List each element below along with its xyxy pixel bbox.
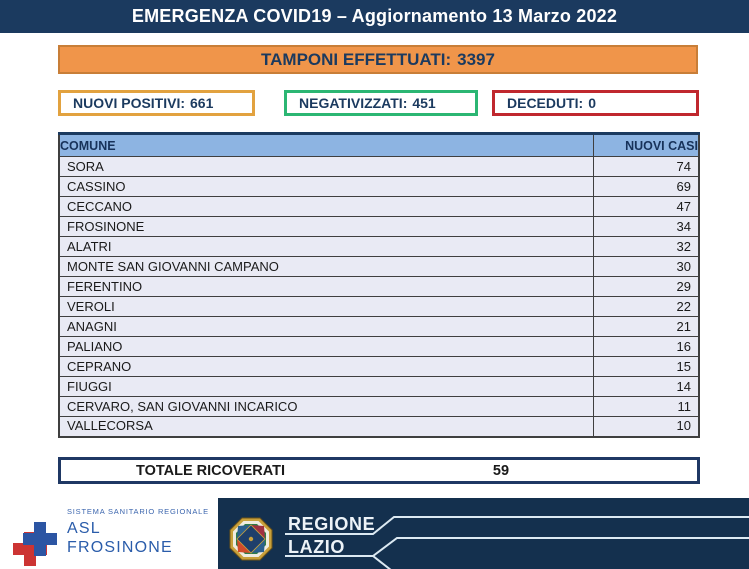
sistema-sanitario-label: SISTEMA SANITARIO REGIONALE	[67, 507, 209, 516]
nuovi-casi-cell: 69	[593, 177, 699, 197]
comune-cell: VALLECORSA	[59, 417, 593, 437]
page-title: EMERGENZA COVID19 – Aggiornamento 13 Marzo 2022	[131, 6, 618, 26]
nuovi-casi-cell: 10	[593, 417, 699, 437]
asl-line2: FROSINONE	[67, 538, 173, 556]
nuovi-casi-cell: 11	[593, 397, 699, 417]
comune-cell: PALIANO	[59, 337, 593, 357]
deceduti-label: DECEDUTI:	[507, 95, 584, 111]
totale-ricoverati-value: 59	[492, 462, 510, 479]
nuovi-casi-cell: 16	[593, 337, 699, 357]
deceduti-value: 0	[588, 95, 597, 111]
table-row	[59, 417, 699, 437]
table-row	[59, 297, 699, 317]
comune-cell: FROSINONE	[59, 217, 593, 237]
table-row	[59, 317, 699, 337]
table-row	[59, 357, 699, 377]
header-comune: COMUNE	[59, 134, 593, 157]
nuovi-casi-cell: 32	[593, 237, 699, 257]
table-row	[59, 277, 699, 297]
comune-cell: MONTE SAN GIOVANNI CAMPANO	[59, 257, 593, 277]
table-row	[59, 237, 699, 257]
nuovi-casi-cell: 34	[593, 217, 699, 237]
table-row	[59, 397, 699, 417]
regione-wordmark-line2: LAZIO	[288, 537, 345, 557]
table-row	[59, 197, 699, 217]
nuovi-casi-cell: 15	[593, 357, 699, 377]
nuovi-positivi-label: NUOVI POSITIVI:	[73, 95, 186, 111]
regione-lazio-bar	[218, 498, 749, 569]
header-nuovi-casi: NUOVI CASI	[593, 134, 699, 157]
negativizzati-value: 451	[412, 95, 436, 111]
comune-cell: ANAGNI	[59, 317, 593, 337]
table-row	[59, 217, 699, 237]
title-banner	[0, 0, 749, 33]
tamponi-value: 3397	[457, 49, 495, 69]
negativizzati-label: NEGATIVIZZATI:	[299, 95, 408, 111]
table-row	[59, 337, 699, 357]
asl-cross-icon	[13, 522, 57, 566]
nuovi-casi-cell: 29	[593, 277, 699, 297]
nuovi-casi-cell: 47	[593, 197, 699, 217]
nuovi-positivi-value: 661	[190, 95, 214, 111]
nuovi-casi-cell: 74	[593, 157, 699, 177]
comune-cell: CASSINO	[59, 177, 593, 197]
comune-cell: CECCANO	[59, 197, 593, 217]
comune-table	[58, 132, 700, 438]
nuovi-casi-cell: 22	[593, 297, 699, 317]
comune-cell: VEROLI	[59, 297, 593, 317]
regione-lazio-emblem-icon	[229, 517, 273, 561]
totale-ricoverati-box	[58, 457, 700, 484]
table-row	[59, 157, 699, 177]
comune-cell: FERENTINO	[59, 277, 593, 297]
nuovi-positivi-box	[58, 90, 255, 116]
comune-cell: CEPRANO	[59, 357, 593, 377]
comune-cell: SORA	[59, 157, 593, 177]
comune-cell: ALATRI	[59, 237, 593, 257]
nuovi-casi-cell: 21	[593, 317, 699, 337]
comune-table-body	[59, 157, 699, 437]
tamponi-box	[58, 45, 698, 74]
table-row	[59, 377, 699, 397]
comune-cell: CERVARO, SAN GIOVANNI INCARICO	[59, 397, 593, 417]
nuovi-casi-cell: 30	[593, 257, 699, 277]
table-row	[59, 177, 699, 197]
regione-wordmark-line1: REGIONE	[288, 514, 376, 534]
nuovi-casi-cell: 14	[593, 377, 699, 397]
table-header-row	[59, 134, 699, 157]
negativizzati-box	[284, 90, 478, 116]
tamponi-label: TAMPONI EFFETTUATI:	[261, 49, 452, 69]
table-row	[59, 257, 699, 277]
asl-line1: ASL	[67, 520, 101, 537]
deceduti-box	[492, 90, 699, 116]
asl-frosinone-wordmark	[67, 520, 173, 557]
comune-cell: FIUGGI	[59, 377, 593, 397]
totale-ricoverati-label: TOTALE RICOVERATI	[136, 462, 286, 479]
